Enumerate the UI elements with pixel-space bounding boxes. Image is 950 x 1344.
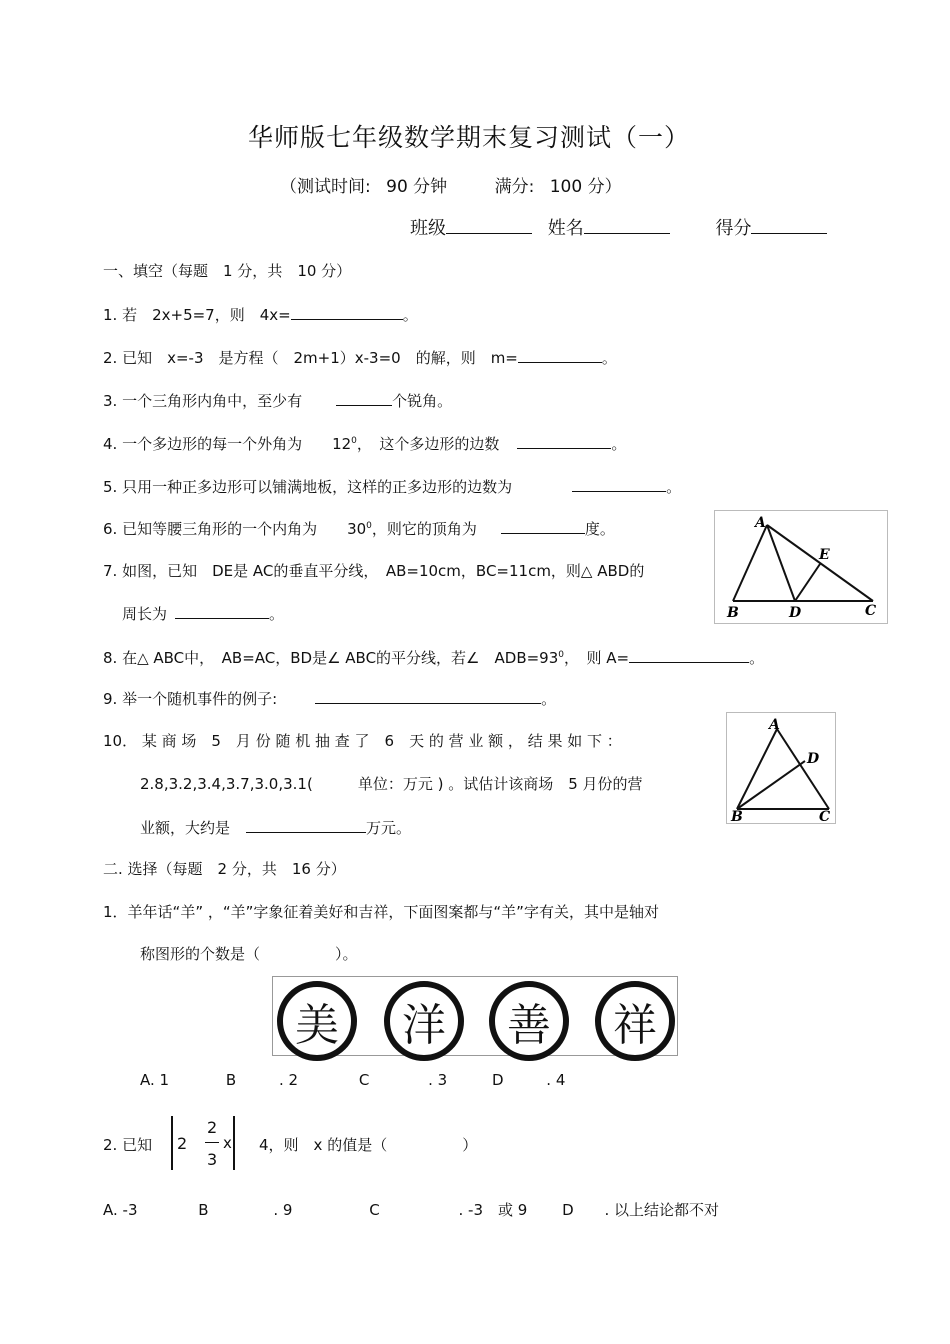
q4-blank[interactable] xyxy=(517,432,611,449)
question-1-7: 7. 如图，已知 DE是 AC的垂直平分线， AB=10cm，BC=11cm，则△ ABD的 xyxy=(103,562,645,580)
class-label: 班级 xyxy=(410,218,446,239)
q2-2-fraction-num: 2 xyxy=(207,1118,218,1137)
fig1-label-c: C xyxy=(865,603,877,619)
q10-text-c: 业额，大约是 xyxy=(140,819,231,837)
section2-heading: 二. 选择（每题 2 分，共 16 分） xyxy=(103,860,346,878)
question-1-10b: 2.8,3.2,3.4,3.7,3.0,3.1( 单位：万元 ) 。试估计该商场 5 月份的营 xyxy=(140,775,643,793)
fig1-label-a: A xyxy=(755,515,766,531)
q9-text: 9. 举一个随机事件的例子: xyxy=(103,690,278,708)
q3-text-b: 个锐角。 xyxy=(392,392,453,410)
q4-period: 。 xyxy=(611,435,627,453)
q2-2-option-b[interactable]: B xyxy=(198,1201,209,1219)
score-field-label: 得分 xyxy=(715,218,752,239)
question-1-3 xyxy=(103,389,452,411)
char-yang-ocean: 洋 xyxy=(384,981,464,1061)
q2-2-fraction-den: 3 xyxy=(207,1150,218,1169)
q3-text: 3. 一个三角形内角中，至少有 xyxy=(103,392,303,410)
q4-text-b: ， 这个多边形的边数 xyxy=(356,435,500,453)
q1-text: 1. 若 2x+5=7，则 4x= xyxy=(103,306,291,324)
q8-text: 8. 在△ ABC中， AB=AC，BD是∠ ABC的平分线，若∠ ADB=93 xyxy=(103,649,559,667)
q8-blank[interactable] xyxy=(629,646,749,663)
time-label: （测试时间: xyxy=(280,177,371,197)
question-1-9 xyxy=(103,687,556,709)
q8-period: 。 xyxy=(749,649,765,667)
fig1-label-e: E xyxy=(819,547,830,563)
q8-degree: 0 xyxy=(558,650,564,660)
figure-2-svg xyxy=(727,713,835,823)
q2-2-options xyxy=(103,1199,719,1220)
question-2-1: 1．羊年话“羊” ，“羊”字象征着美好和吉祥，下面图案都与“羊”字有关，其中是轴对 xyxy=(103,903,659,921)
section1-heading: 一、填空（每题 1 分，共 10 分） xyxy=(103,262,352,280)
fraction-bar xyxy=(205,1142,219,1143)
q2-1-option-c-value: . 3 xyxy=(428,1071,448,1089)
q2-1-options xyxy=(140,1071,565,1089)
q2-2-option-a[interactable]: A. -3 xyxy=(103,1201,138,1219)
q6-text: 6. 已知等腰三角形的一个内角为 30 xyxy=(103,520,367,538)
q7-blank[interactable] xyxy=(175,602,269,619)
q2-2-suffix: 4，则 x 的值是（ ） xyxy=(259,1136,478,1154)
q2-2-option-d[interactable]: D xyxy=(562,1201,574,1219)
abs-bar-right xyxy=(233,1116,235,1170)
fig2-label-a: A xyxy=(769,717,780,733)
char-mei: 美 xyxy=(277,981,357,1061)
question-1-4 xyxy=(103,432,626,454)
q7-text-b: 周长为 xyxy=(122,605,168,623)
question-1-2 xyxy=(103,346,617,368)
q2-1-option-b-value: . 2 xyxy=(278,1071,299,1089)
fig2-label-b: B xyxy=(731,809,743,823)
score-blank[interactable] xyxy=(751,217,827,234)
abs-bar-left xyxy=(171,1116,173,1170)
q2-blank[interactable] xyxy=(518,346,602,363)
q1-period: 。 xyxy=(402,306,418,324)
test-info xyxy=(280,172,622,197)
fig1-label-d: D xyxy=(789,605,802,621)
score-label: 满分: xyxy=(494,177,535,197)
q2-2-option-b-value: . 9 xyxy=(273,1201,293,1219)
q2-2-option-c-value: . -3 或 9 xyxy=(458,1201,528,1219)
name-label: 姓名 xyxy=(547,218,584,239)
q2-1-option-a[interactable]: A. 1 xyxy=(140,1071,170,1089)
question-1-8 xyxy=(103,646,764,668)
q2-2-option-c[interactable]: C xyxy=(369,1201,380,1219)
q6-text-c: 度。 xyxy=(584,520,615,538)
q7-period: 。 xyxy=(269,605,285,623)
q6-degree: 0 xyxy=(366,521,372,531)
q4-text: 4. 一个多边形的每一个外角为 12 xyxy=(103,435,352,453)
q9-blank[interactable] xyxy=(315,687,541,704)
time-value: 90 分钟 xyxy=(386,177,448,197)
q2-1-option-d[interactable]: D xyxy=(491,1071,504,1089)
q6-blank[interactable] xyxy=(501,517,585,534)
q10-text-d: 万元。 xyxy=(366,819,412,837)
q2-1-option-c[interactable]: C xyxy=(358,1071,370,1089)
question-1-7b xyxy=(122,602,284,624)
q5-text: 5. 只用一种正多边形可以铺满地板，这样的正多边形的边数为 xyxy=(103,478,513,496)
q5-blank[interactable] xyxy=(572,475,666,492)
score-value: 100 分） xyxy=(549,177,622,197)
q6-text-b: ，则它的顶角为 xyxy=(371,520,477,538)
question-1-10: 10． 某 商 场 5 月 份 随 机 抽 查 了 6 天 的 营 业 额 ， 结 果 如 下 ： xyxy=(103,732,622,750)
page-title: 华师版七年级数学期末复习测试（一） xyxy=(248,123,691,152)
q10-blank[interactable] xyxy=(246,816,366,833)
q2-1-option-d-value: . 4 xyxy=(546,1071,566,1089)
q2-1-option-b[interactable]: B xyxy=(225,1071,237,1089)
name-blank[interactable] xyxy=(584,217,670,234)
figure-1-svg xyxy=(715,511,887,623)
question-2-1b: 称图形的个数是（ ）。 xyxy=(140,945,358,963)
char-xiang: 祥 xyxy=(595,981,675,1061)
q4-degree: 0 xyxy=(351,436,357,446)
question-1-1 xyxy=(103,303,418,325)
class-blank[interactable] xyxy=(446,217,532,234)
q5-period: 。 xyxy=(666,478,682,496)
fig1-label-b: B xyxy=(727,605,739,621)
question-1-10c xyxy=(140,816,411,838)
question-1-6 xyxy=(103,517,615,539)
figure-triangle-abc-de xyxy=(714,510,888,624)
character-images xyxy=(272,976,678,1056)
char-shan: 善 xyxy=(489,981,569,1061)
q2-period: 。 xyxy=(601,349,617,367)
q2-2-prefix: 2. 已知 xyxy=(103,1136,153,1154)
q3-blank[interactable] xyxy=(336,389,392,406)
q2-2-abs-left: 2 xyxy=(177,1134,188,1153)
header-fields xyxy=(410,214,827,240)
fig2-label-d: D xyxy=(807,751,820,767)
question-1-5 xyxy=(103,475,681,497)
q2-2-x: x xyxy=(223,1134,232,1152)
q2-2-option-d-value: . 以上结论都不对 xyxy=(604,1201,719,1219)
q8-text-b: ， 则 A= xyxy=(564,649,630,667)
q2-text: 2. 已知 x=-3 是方程（ 2m+1）x-3=0 的解，则 m= xyxy=(103,349,518,367)
q9-period: 。 xyxy=(541,690,557,708)
fig2-label-c: C xyxy=(819,809,831,823)
q1-blank[interactable] xyxy=(291,303,403,320)
figure-triangle-abc-bd xyxy=(726,712,836,824)
